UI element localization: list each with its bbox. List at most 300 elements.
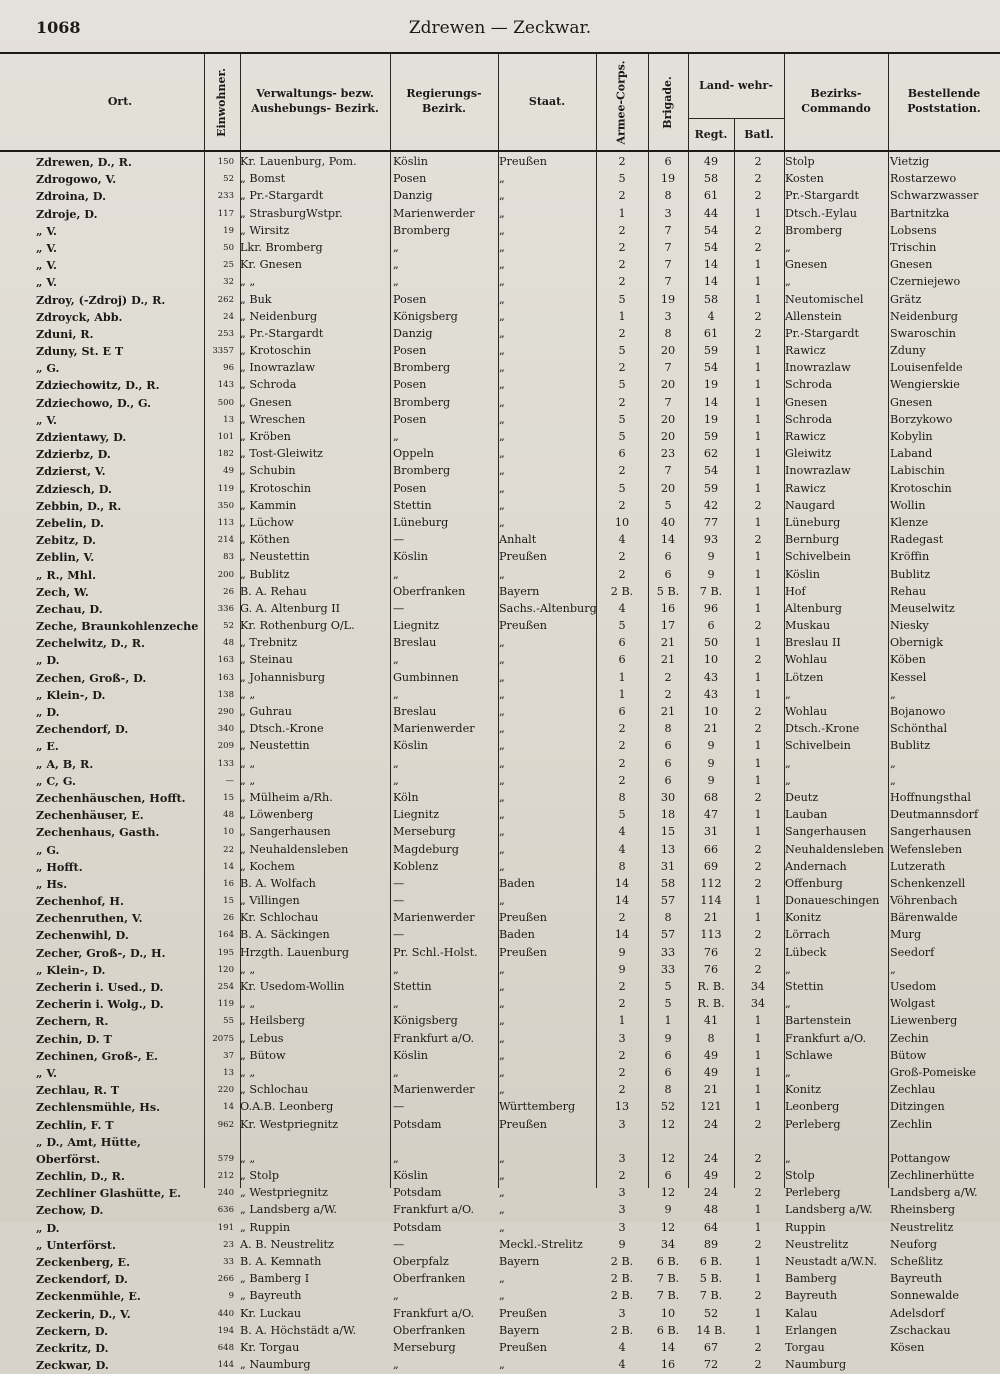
armeekorps-cell: 1 bbox=[618, 309, 626, 323]
bezirkskommando-cell: Rawicz bbox=[785, 481, 826, 495]
brigade-cell: 3 bbox=[664, 206, 672, 220]
staat-cell: „ bbox=[499, 894, 505, 908]
regierung-cell: Posen bbox=[393, 344, 427, 358]
poststation-cell: Louisenfelde bbox=[890, 361, 963, 375]
poststation-cell: Meuselwitz bbox=[890, 601, 955, 615]
einwohner-cell: 16 bbox=[223, 878, 234, 889]
brigade-cell: 8 bbox=[664, 1083, 672, 1097]
einwohner-cell: 13 bbox=[223, 414, 234, 425]
bezirkskommando-cell: Wohlau bbox=[785, 653, 828, 667]
regt-cell: 24 bbox=[703, 1186, 719, 1200]
regt-cell: 9 bbox=[707, 756, 715, 770]
brigade-cell: 18 bbox=[660, 808, 676, 822]
brigade-cell: 58 bbox=[660, 876, 676, 890]
ort-cell: Zecherin i. Used., D. bbox=[36, 980, 164, 994]
batl-cell: 2 bbox=[754, 533, 762, 547]
table-row bbox=[0, 171, 1000, 188]
ort-cell: Zdziechowo, D., G. bbox=[36, 395, 152, 410]
regt-cell: 77 bbox=[703, 515, 719, 529]
brigade-cell: 20 bbox=[660, 481, 676, 495]
regierung-cell: Marienwerder bbox=[393, 206, 475, 220]
header-poststation: Bestellende Poststation. bbox=[907, 87, 981, 115]
armeekorps-cell: 4 bbox=[618, 1358, 626, 1372]
regt-cell: 89 bbox=[703, 1237, 719, 1251]
regt-cell: 49 bbox=[703, 155, 719, 168]
poststation-cell: „ bbox=[890, 756, 896, 770]
staat-cell: „ bbox=[499, 395, 505, 409]
verwaltung-cell: „ „ bbox=[240, 1151, 256, 1165]
staat-cell: „ bbox=[499, 859, 505, 873]
bezirkskommando-cell: „ bbox=[785, 997, 791, 1011]
staat-cell: Bayern bbox=[499, 584, 540, 598]
batl-cell: 2 bbox=[754, 1358, 762, 1372]
bezirkskommando-cell: Rawicz bbox=[785, 430, 826, 443]
table-row bbox=[0, 859, 1000, 876]
verwaltung-cell: „ Villingen bbox=[240, 894, 300, 908]
batl-cell: 1 bbox=[754, 773, 762, 787]
verwaltung-cell: „ Lebus bbox=[240, 1031, 284, 1045]
einwohner-cell: 10 bbox=[223, 827, 234, 838]
regt-cell: 21 bbox=[703, 911, 719, 925]
bezirkskommando-cell: Allenstein bbox=[785, 309, 842, 323]
staat-cell: „ bbox=[499, 412, 505, 426]
armeekorps-cell: 2 bbox=[618, 326, 626, 340]
verwaltung-cell: „ „ bbox=[240, 275, 256, 289]
table-row bbox=[0, 1168, 1000, 1185]
regt-cell: 59 bbox=[703, 344, 719, 358]
einwohner-cell: 636 bbox=[217, 1205, 234, 1216]
brigade-cell: 14 bbox=[660, 533, 676, 547]
regt-cell: R. B. bbox=[697, 997, 725, 1011]
armeekorps-cell: 2 bbox=[618, 189, 626, 203]
armeekorps-cell: 2 bbox=[618, 773, 626, 787]
staat-cell: „ bbox=[499, 636, 505, 650]
regt-cell: 19 bbox=[703, 378, 719, 392]
ort-cell: „ C, G. bbox=[36, 773, 76, 788]
bezirkskommando-cell: Gleiwitz bbox=[785, 447, 832, 461]
staat-cell: „ bbox=[499, 1220, 505, 1234]
bezirkskommando-cell: Stettin bbox=[785, 980, 824, 993]
verwaltung-cell: „ Schroda bbox=[240, 378, 297, 392]
ort-cell: Zeblin, V. bbox=[36, 550, 95, 565]
table-row bbox=[0, 1099, 1000, 1116]
bezirkskommando-cell: „ bbox=[785, 1065, 791, 1079]
staat-cell: „ bbox=[499, 722, 505, 736]
batl-cell: 1 bbox=[754, 1048, 762, 1062]
brigade-cell: 6 B. bbox=[656, 1323, 680, 1337]
staat-cell: „ bbox=[499, 240, 505, 254]
regt-cell: 7 B. bbox=[699, 584, 723, 598]
einwohner-cell: 3357 bbox=[212, 346, 234, 357]
verwaltung-cell: B. A. Säckingen bbox=[240, 928, 330, 942]
armeekorps-cell: 5 bbox=[618, 412, 626, 426]
regierung-cell: Frankfurt a/O. bbox=[393, 1031, 475, 1045]
poststation-cell: Pottangow bbox=[890, 1151, 951, 1165]
verwaltung-cell: Hrzgth. Lauenburg bbox=[240, 945, 349, 959]
einwohner-cell: 14 bbox=[223, 861, 234, 872]
regt-cell: 6 B. bbox=[699, 1255, 723, 1268]
staat-cell: „ bbox=[499, 292, 505, 306]
staat-cell: „ bbox=[499, 326, 505, 340]
batl-cell: 1 bbox=[754, 206, 762, 220]
bezirkskommando-cell: Gnesen bbox=[785, 395, 828, 409]
staat-cell: „ bbox=[499, 1031, 505, 1045]
bezirkskommando-cell: Pr.-Stargardt bbox=[785, 326, 859, 340]
staat-cell: „ bbox=[499, 808, 505, 822]
regt-cell: 14 B. bbox=[696, 1323, 726, 1337]
ort-cell: Zechau, D. bbox=[36, 601, 103, 616]
bezirkskommando-cell: Leonberg bbox=[785, 1100, 840, 1114]
brigade-cell: 6 bbox=[664, 550, 672, 564]
staat-cell: Baden bbox=[499, 928, 535, 942]
einwohner-cell: 214 bbox=[217, 535, 234, 546]
table-row bbox=[0, 515, 1000, 532]
einwohner-cell: 579 bbox=[217, 1153, 234, 1164]
poststation-cell: Landsberg a/W. bbox=[890, 1186, 978, 1200]
regierung-cell: Marienwerder bbox=[393, 1083, 475, 1097]
brigade-cell: 5 bbox=[664, 997, 672, 1011]
regt-cell: 8 bbox=[707, 1031, 715, 1045]
ort-cell: „ Hofft. bbox=[36, 859, 83, 874]
header-divider bbox=[240, 54, 241, 150]
staat-cell: Baden bbox=[499, 876, 535, 890]
verwaltung-cell: Kr. Luckau bbox=[240, 1306, 302, 1320]
ort-cell: Zechlin, F. T bbox=[36, 1117, 114, 1132]
ort-cell: Zeckritz, D. bbox=[36, 1340, 109, 1355]
einwohner-cell: 119 bbox=[217, 999, 234, 1010]
armeekorps-cell: 1 bbox=[618, 687, 626, 701]
regt-cell: 9 bbox=[707, 550, 715, 564]
staat-cell: „ bbox=[499, 1014, 505, 1028]
poststation-cell: Köben bbox=[890, 653, 926, 667]
staat-cell: „ bbox=[499, 1065, 505, 1079]
ort-cell: „ E. bbox=[36, 739, 59, 754]
verwaltung-cell: „ Bayreuth bbox=[240, 1289, 302, 1303]
regierung-cell: „ bbox=[393, 1065, 399, 1079]
regt-cell: 31 bbox=[703, 825, 719, 839]
einwohner-cell: 52 bbox=[223, 621, 234, 632]
armeekorps-cell: 3 bbox=[618, 1203, 626, 1217]
verwaltung-cell: „ Neidenburg bbox=[240, 309, 318, 323]
einwohner-cell: 290 bbox=[217, 707, 234, 717]
brigade-cell: 6 bbox=[664, 739, 672, 753]
verwaltung-cell: „ Tost-Gleiwitz bbox=[240, 447, 323, 461]
armeekorps-cell: 3 bbox=[618, 1186, 626, 1200]
bezirkskommando-cell: Breslau II bbox=[785, 636, 841, 650]
regt-cell: 24 bbox=[703, 1117, 719, 1131]
verwaltung-cell: „ Krotoschin bbox=[240, 344, 312, 358]
batl-cell: 1 bbox=[754, 1014, 762, 1028]
verwaltung-cell: „ Inowrazlaw bbox=[240, 361, 316, 375]
regt-cell: 113 bbox=[700, 928, 722, 942]
staat-cell: „ bbox=[499, 756, 505, 770]
batl-cell: 2 bbox=[754, 1151, 762, 1165]
bezirkskommando-cell: Frankfurt a/O. bbox=[785, 1031, 867, 1045]
staat-cell: Württemberg bbox=[499, 1100, 576, 1114]
regt-cell: 62 bbox=[703, 447, 719, 461]
regt-cell: 47 bbox=[703, 808, 719, 822]
verwaltung-cell: „ Stolp bbox=[240, 1169, 279, 1183]
table-row bbox=[0, 652, 1000, 669]
bezirkskommando-cell: Sangerhausen bbox=[785, 825, 867, 839]
regt-cell: 9 bbox=[707, 567, 715, 581]
armeekorps-cell: 6 bbox=[618, 705, 626, 718]
table-row bbox=[0, 979, 1000, 996]
table-row bbox=[0, 206, 1000, 223]
bezirkskommando-cell: Stolp bbox=[785, 155, 815, 168]
regierung-cell: „ bbox=[393, 1289, 399, 1303]
running-header bbox=[0, 18, 1000, 48]
armeekorps-cell: 8 bbox=[618, 790, 626, 804]
regierung-cell: „ bbox=[393, 240, 399, 254]
brigade-cell: 20 bbox=[660, 378, 676, 392]
regierung-cell: Koblenz bbox=[393, 859, 439, 873]
ort-cell: Zebelin, D. bbox=[36, 515, 104, 530]
armeekorps-cell: 4 bbox=[618, 825, 626, 839]
poststation-cell: Murg bbox=[890, 928, 922, 942]
verwaltung-cell: „ StrasburgWstpr. bbox=[240, 206, 343, 220]
batl-cell: 34 bbox=[750, 997, 766, 1011]
batl-cell: 2 bbox=[754, 189, 762, 203]
ort-cell: Zechern, R. bbox=[36, 1014, 109, 1029]
poststation-cell: Rostarzewo bbox=[890, 172, 957, 186]
poststation-cell: Laband bbox=[890, 447, 933, 461]
poststation-cell: Sangerhausen bbox=[890, 825, 972, 839]
einwohner-cell: 164 bbox=[217, 930, 234, 941]
ort-cell: Zechinen, Groß-, E. bbox=[36, 1048, 158, 1063]
ort-cell: „ D. bbox=[36, 653, 60, 668]
poststation-cell: Sonnewalde bbox=[890, 1289, 960, 1303]
ort-cell: „ V. bbox=[36, 240, 57, 255]
armeekorps-cell: 4 bbox=[618, 1340, 626, 1354]
table-row bbox=[0, 773, 1000, 790]
poststation-cell: Neustrelitz bbox=[890, 1220, 954, 1234]
ort-cell: Zdziechowitz, D., R. bbox=[36, 378, 160, 393]
verwaltung-cell: Kr. Usedom-Wollin bbox=[240, 980, 345, 993]
verwaltung-cell: B. A. Höchstädt a/W. bbox=[240, 1323, 357, 1337]
einwohner-cell: 266 bbox=[217, 1274, 234, 1285]
table-row bbox=[0, 1065, 1000, 1082]
brigade-cell: 7 bbox=[664, 464, 672, 478]
regierung-cell: Posen bbox=[393, 412, 427, 426]
verwaltung-cell: „ Guhrau bbox=[240, 705, 292, 718]
ort-cell: „ A, B, R. bbox=[36, 756, 94, 771]
table-row bbox=[0, 1151, 1000, 1168]
ort-cell: Zeckendorf, D. bbox=[36, 1272, 128, 1287]
verwaltung-cell: „ Kochem bbox=[240, 859, 295, 873]
brigade-cell: 7 bbox=[664, 275, 672, 289]
verwaltung-cell: „ Westpriegnitz bbox=[240, 1186, 328, 1200]
regt-cell: 61 bbox=[703, 326, 719, 340]
regt-cell: 59 bbox=[703, 430, 719, 443]
verwaltung-cell: „ „ bbox=[240, 997, 256, 1011]
verwaltung-cell: „ Kammin bbox=[240, 498, 297, 512]
armeekorps-cell: 14 bbox=[614, 928, 630, 942]
ort-cell: Zechendorf, D. bbox=[36, 722, 129, 737]
table-row bbox=[0, 1357, 1000, 1374]
brigade-cell: 5 bbox=[664, 498, 672, 512]
regierung-cell: Oberpfalz bbox=[393, 1255, 449, 1268]
bezirkskommando-cell: Erlangen bbox=[785, 1323, 837, 1337]
poststation-cell: Krotoschin bbox=[890, 481, 952, 495]
regt-cell: 54 bbox=[703, 240, 719, 254]
staat-cell: „ bbox=[499, 481, 505, 495]
verwaltung-cell: „ Wreschen bbox=[240, 412, 306, 426]
brigade-cell: 6 bbox=[664, 1169, 672, 1183]
table-row bbox=[0, 670, 1000, 687]
batl-cell: 1 bbox=[754, 567, 762, 581]
bezirkskommando-cell: Dtsch.-Eylau bbox=[785, 206, 857, 220]
verwaltung-cell: A. B. Neustrelitz bbox=[240, 1237, 334, 1251]
bezirkskommando-cell: Lüneburg bbox=[785, 515, 841, 529]
regierung-cell: Potsdam bbox=[393, 1220, 442, 1234]
armeekorps-cell: 2 B. bbox=[610, 1323, 634, 1337]
header-divider bbox=[390, 54, 391, 150]
brigade-cell: 30 bbox=[660, 790, 676, 804]
brigade-cell: 1 bbox=[664, 1014, 672, 1028]
regierung-cell: Köslin bbox=[393, 739, 428, 753]
brigade-cell: 21 bbox=[660, 653, 676, 667]
poststation-cell: Borzykowo bbox=[890, 412, 953, 426]
poststation-cell: Grätz bbox=[890, 292, 922, 306]
regt-cell: 7 B. bbox=[699, 1289, 723, 1303]
table-row bbox=[0, 412, 1000, 429]
bezirkskommando-cell: Schivelbein bbox=[785, 739, 851, 753]
ort-cell: Zebitz, D. bbox=[36, 533, 96, 548]
armeekorps-cell: 2 bbox=[618, 155, 626, 168]
regt-cell: 61 bbox=[703, 189, 719, 203]
ort-cell: „ Klein-, D. bbox=[36, 687, 106, 702]
batl-cell: 2 bbox=[754, 1169, 762, 1183]
bezirkskommando-cell: Kalau bbox=[785, 1306, 818, 1320]
verwaltung-cell: Lkr. Bromberg bbox=[240, 240, 323, 254]
regierung-cell: Oppeln bbox=[393, 447, 434, 461]
table-row bbox=[0, 429, 1000, 446]
batl-cell: 2 bbox=[754, 653, 762, 667]
bezirkskommando-cell: Konitz bbox=[785, 1083, 821, 1097]
regierung-cell: Posen bbox=[393, 172, 427, 186]
verwaltung-cell: „ Trebnitz bbox=[240, 636, 298, 650]
bezirkskommando-cell: Lübeck bbox=[785, 945, 827, 959]
batl-cell: 1 bbox=[754, 1220, 762, 1234]
bezirkskommando-cell: Neustadt a/W.N. bbox=[785, 1255, 877, 1268]
einwohner-cell: 37 bbox=[223, 1050, 234, 1061]
armeekorps-cell: 9 bbox=[618, 1237, 626, 1251]
regt-cell: 10 bbox=[703, 653, 719, 667]
regierung-cell: Breslau bbox=[393, 636, 437, 650]
poststation-cell: Bublitz bbox=[890, 567, 931, 581]
table-row bbox=[0, 481, 1000, 498]
ort-cell: Zechow, D. bbox=[36, 1203, 104, 1218]
verwaltung-cell: „ Köthen bbox=[240, 533, 290, 547]
staat-cell: „ bbox=[499, 1203, 505, 1217]
verwaltung-cell: „ Bamberg I bbox=[240, 1272, 310, 1286]
batl-cell: 1 bbox=[754, 894, 762, 908]
verwaltung-cell: „ Landsberg a/W. bbox=[240, 1203, 337, 1217]
batl-cell: 2 bbox=[754, 155, 762, 168]
verwaltung-cell: „ Sangerhausen bbox=[240, 825, 331, 839]
ort-cell: Zechenhäuser, E. bbox=[36, 808, 144, 823]
poststation-cell: Kösen bbox=[890, 1340, 925, 1354]
bezirkskommando-cell: Stolp bbox=[785, 1169, 815, 1183]
header-armeekorps: Armee-Corps. bbox=[614, 59, 628, 145]
ort-cell: „ V. bbox=[36, 275, 57, 290]
regt-cell: 50 bbox=[703, 636, 719, 650]
staat-cell: „ bbox=[499, 258, 505, 272]
poststation-cell: Rheinsberg bbox=[890, 1203, 956, 1217]
ort-cell: Zdrewen, D., R. bbox=[36, 155, 132, 169]
ort-cell: „ D. bbox=[36, 1220, 60, 1235]
brigade-cell: 52 bbox=[660, 1100, 676, 1114]
poststation-cell: Gnesen bbox=[890, 258, 933, 272]
bezirkskommando-cell: Ruppin bbox=[785, 1220, 826, 1234]
regierung-cell: „ bbox=[393, 687, 399, 701]
table-row bbox=[0, 1202, 1000, 1219]
ort-cell: Zdzierbz, D. bbox=[36, 447, 111, 462]
verwaltung-cell: „ Pr.-Stargardt bbox=[240, 189, 324, 203]
regierung-cell: Magdeburg bbox=[393, 842, 459, 856]
ort-cell: „ V. bbox=[36, 258, 57, 273]
brigade-cell: 57 bbox=[660, 928, 676, 942]
brigade-cell: 8 bbox=[664, 326, 672, 340]
einwohner-cell: 96 bbox=[223, 363, 234, 374]
table-row bbox=[0, 876, 1000, 893]
einwohner-cell: 26 bbox=[223, 913, 234, 924]
regt-cell: 69 bbox=[703, 859, 719, 873]
header-divider bbox=[688, 54, 689, 150]
regierung-cell: „ bbox=[393, 962, 399, 976]
table-row bbox=[0, 326, 1000, 343]
table-row bbox=[0, 532, 1000, 549]
armeekorps-cell: 2 bbox=[618, 395, 626, 409]
armeekorps-cell: 2 bbox=[618, 361, 626, 375]
brigade-cell: 16 bbox=[660, 1358, 676, 1372]
bezirkskommando-cell: Offenburg bbox=[785, 876, 843, 890]
batl-cell: 1 bbox=[754, 412, 762, 426]
bezirkskommando-cell: Muskau bbox=[785, 619, 831, 633]
table-row bbox=[0, 807, 1000, 824]
regierung-cell: Posen bbox=[393, 481, 427, 495]
verwaltung-cell: „ Krotoschin bbox=[240, 481, 312, 495]
einwohner-cell: 194 bbox=[217, 1325, 234, 1336]
staat-cell: Preußen bbox=[499, 1117, 548, 1131]
bezirkskommando-cell: Bromberg bbox=[785, 223, 843, 237]
poststation-cell: Neidenburg bbox=[890, 309, 958, 323]
einwohner-cell: 209 bbox=[217, 741, 234, 752]
bezirkskommando-cell: Inowrazlaw bbox=[785, 361, 851, 375]
batl-cell: 1 bbox=[754, 515, 762, 529]
brigade-cell: 12 bbox=[660, 1220, 676, 1234]
regierung-cell: — bbox=[393, 601, 405, 615]
table-row bbox=[0, 377, 1000, 394]
ort-cell: „ D., Amt, Hütte, bbox=[36, 1134, 141, 1149]
ort-cell: Zechenruthen, V. bbox=[36, 911, 143, 926]
poststation-cell: Wolgast bbox=[890, 997, 936, 1011]
batl-cell: 2 bbox=[754, 498, 762, 512]
batl-cell: 1 bbox=[754, 275, 762, 289]
batl-cell: 1 bbox=[754, 481, 762, 495]
ort-cell: Zechen, Groß-, D. bbox=[36, 670, 147, 685]
einwohner-cell: 500 bbox=[217, 397, 234, 408]
staat-cell: „ bbox=[499, 842, 505, 856]
verwaltung-cell: Kr. Lauenburg, Pom. bbox=[240, 155, 357, 168]
regierung-cell: Bromberg bbox=[393, 395, 451, 409]
batl-cell: 2 bbox=[754, 705, 762, 718]
regierung-cell: „ bbox=[393, 1358, 399, 1372]
batl-cell: 1 bbox=[754, 292, 762, 306]
regierung-cell: Königsberg bbox=[393, 309, 458, 323]
table-row bbox=[0, 463, 1000, 480]
